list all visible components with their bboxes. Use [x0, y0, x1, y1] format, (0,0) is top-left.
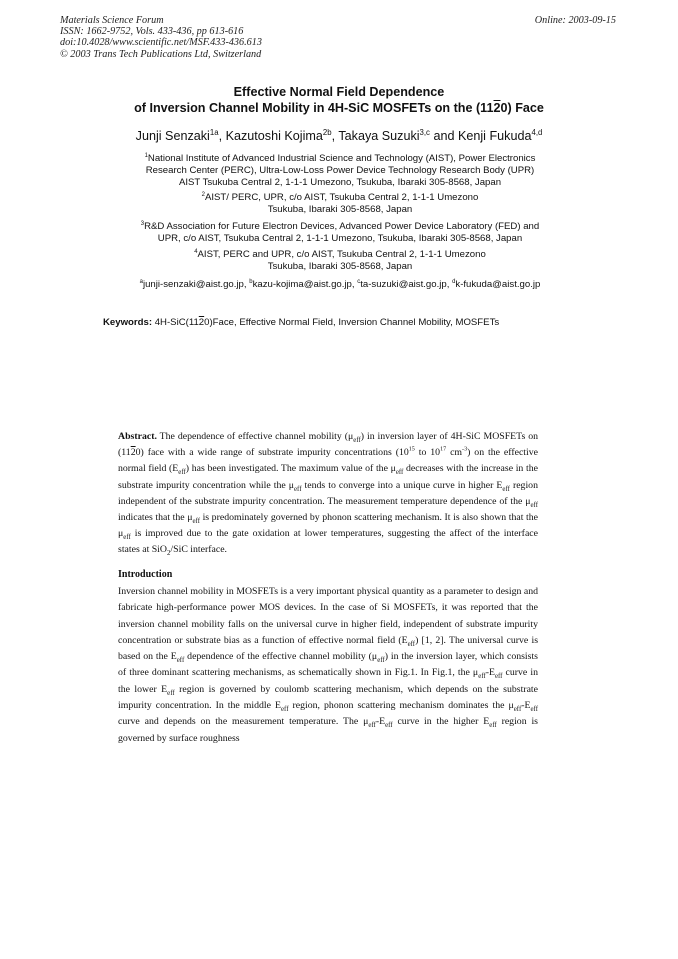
keywords: Keywords: 4H-SiC(1120)Face, Effective Normal Field, Inversion Channel Mobility, MOSFETs: [103, 317, 500, 328]
email-link: junji-senzaki@aist.go.jp: [142, 279, 244, 290]
author: Takaya Suzuki: [338, 129, 420, 143]
issn-line: ISSN: 1662-9752, Vols. 433-436, pp 613-616: [60, 26, 244, 38]
abstract: Abstract. The dependence of effective channel mobility $(\mu_{eff})$ in inversion layer of 4H-SiC MOSFETs on (1120) face with a wide range of substrate impurity concentrations ($10^{15}$ to $10^{17}$ $cm^{-3}$) on the effective normal field $(E_{eff})$ has been investigated. The maximum value of the $\mu_{eff}$ decreases with the increase in the substrate impurity concentration while the $\mu_{eff}$ tends to converge into a unique curve in higher $E_{eff}$ region independent of the substrate impurity concentration. The measurement temperature dependence of the $\mu_{eff}$ indicates that the $\mu_{eff}$ is predominately governed by phonon scattering mechanism. It is also shown that the $\mu_{eff}$ is improved due to the gate oxidation at lower temperatures, suggesting the affect of the interface states at SiO$_2$/SiC interface.: [118, 431, 539, 558]
author-list: Junji Senzaki$^{1a}$, Kazutoshi Kojima$^{2b}$, Takaya Suzuki$^{3,c}$ and Kenji Fukuda$^{4,d}$: [135, 127, 543, 143]
keywords-label: Keywords:: [103, 317, 153, 328]
email-link: kazu-kojima@aist.go.jp: [252, 279, 352, 290]
title-line-1: Effective Normal Field Dependence: [233, 85, 445, 99]
copyright-line: © 2003 Trans Tech Publications Ltd, Switzerland: [60, 48, 262, 60]
email-link: ta-suzuki@aist.go.jp: [360, 279, 447, 290]
introduction-body: Inversion channel mobility in MOSFETs is a very important physical quantity as a parameter to design and fabricate high-performance power MOS devices. In the case of Si MOSFETs, it was reported that the inversion channel mobility falls on the universal curve in higher field, independent of substrate impurity concentration or substrate bias as a function of effective normal field $(E_{eff})$ [1, 2]. The universal curve is based on the $E_{eff}$ dependence of the effective channel mobility $(\mu_{eff})$ in the inversion layer, which consists of three dominant scattering mechanisms, as schematically shown in Fig.1. In Fig.1, the $\mu_{eff}-E_{eff}$ curve in the lower $E_{eff}$ region is governed by coulomb scattering mechanism, which depends on the substrate impurity concentration. In the middle $E_{eff}$ region, phonon scattering mechanism dominates the $\mu_{eff}-E_{eff}$ curve and depends on the measurement temperature. The $\mu_{eff}-E_{eff}$ curve in the higher $E_{eff}$ region is governed by surface roughness: [118, 586, 539, 744]
affiliation-1: $^1$National Institute of Advanced Industrial Science and Technology (AIST), Power Electronics Research Center (PERC), Ultra-Low-Loss Power Device Technology Research Body (UPR) AIST Tsukuba Central 2, 1-1-1 Umezono, Tsukuba, Ibaraki 305-8568, Japan: [144, 152, 536, 188]
email-link: k-fukuda@aist.go.jp: [455, 279, 541, 290]
running-header: [60, 15, 616, 60]
affiliation-4: $^4$AIST, PERC and UPR, c/o AIST, Tsukuba Central 2, 1-1-1 Umezono Tsukuba, Ibaraki 305-8568, Japan: [194, 248, 486, 272]
author: Kenji Fukuda: [457, 129, 532, 143]
abstract-label: Abstract.: [118, 431, 157, 442]
author: Junji Senzaki: [135, 129, 210, 143]
affiliation-3: $^3$R&D Association for Future Electron Devices, Advanced Power Device Laboratory (FED) and UPR, c/o AIST, Tsukuba Central 2, 1-1-1 Umezono, Tsukuba, Ibaraki 305-8568, Japan: [140, 220, 540, 244]
paper-title: [0, 84, 678, 116]
online-date: Online: 2003-09-15: [534, 15, 616, 26]
introduction-heading: Introduction: [118, 569, 173, 580]
author: Kazutoshi Kojima: [225, 129, 323, 143]
email-list: $^a$junji-senzaki@aist.go.jp, $^b$kazu-kojima@aist.go.jp, $^c$ta-suzuki@aist.go.jp, $^d$k-fukuda@aist.go.jp: [139, 278, 541, 290]
overbar-digit: 2: [493, 101, 501, 115]
doi-line: doi:10.4028/www.scientific.net/MSF.433-436.613: [60, 37, 262, 49]
title-line-2: of Inversion Channel Mobility in 4H-SiC MOSFETs on the (1120) Face: [134, 101, 544, 115]
journal-name: Materials Science Forum: [60, 15, 164, 26]
affiliation-2: $^2$AIST/ PERC, UPR, c/o AIST, Tsukuba Central 2, 1-1-1 Umezono Tsukuba, Ibaraki 305-8568, Japan: [201, 191, 479, 215]
